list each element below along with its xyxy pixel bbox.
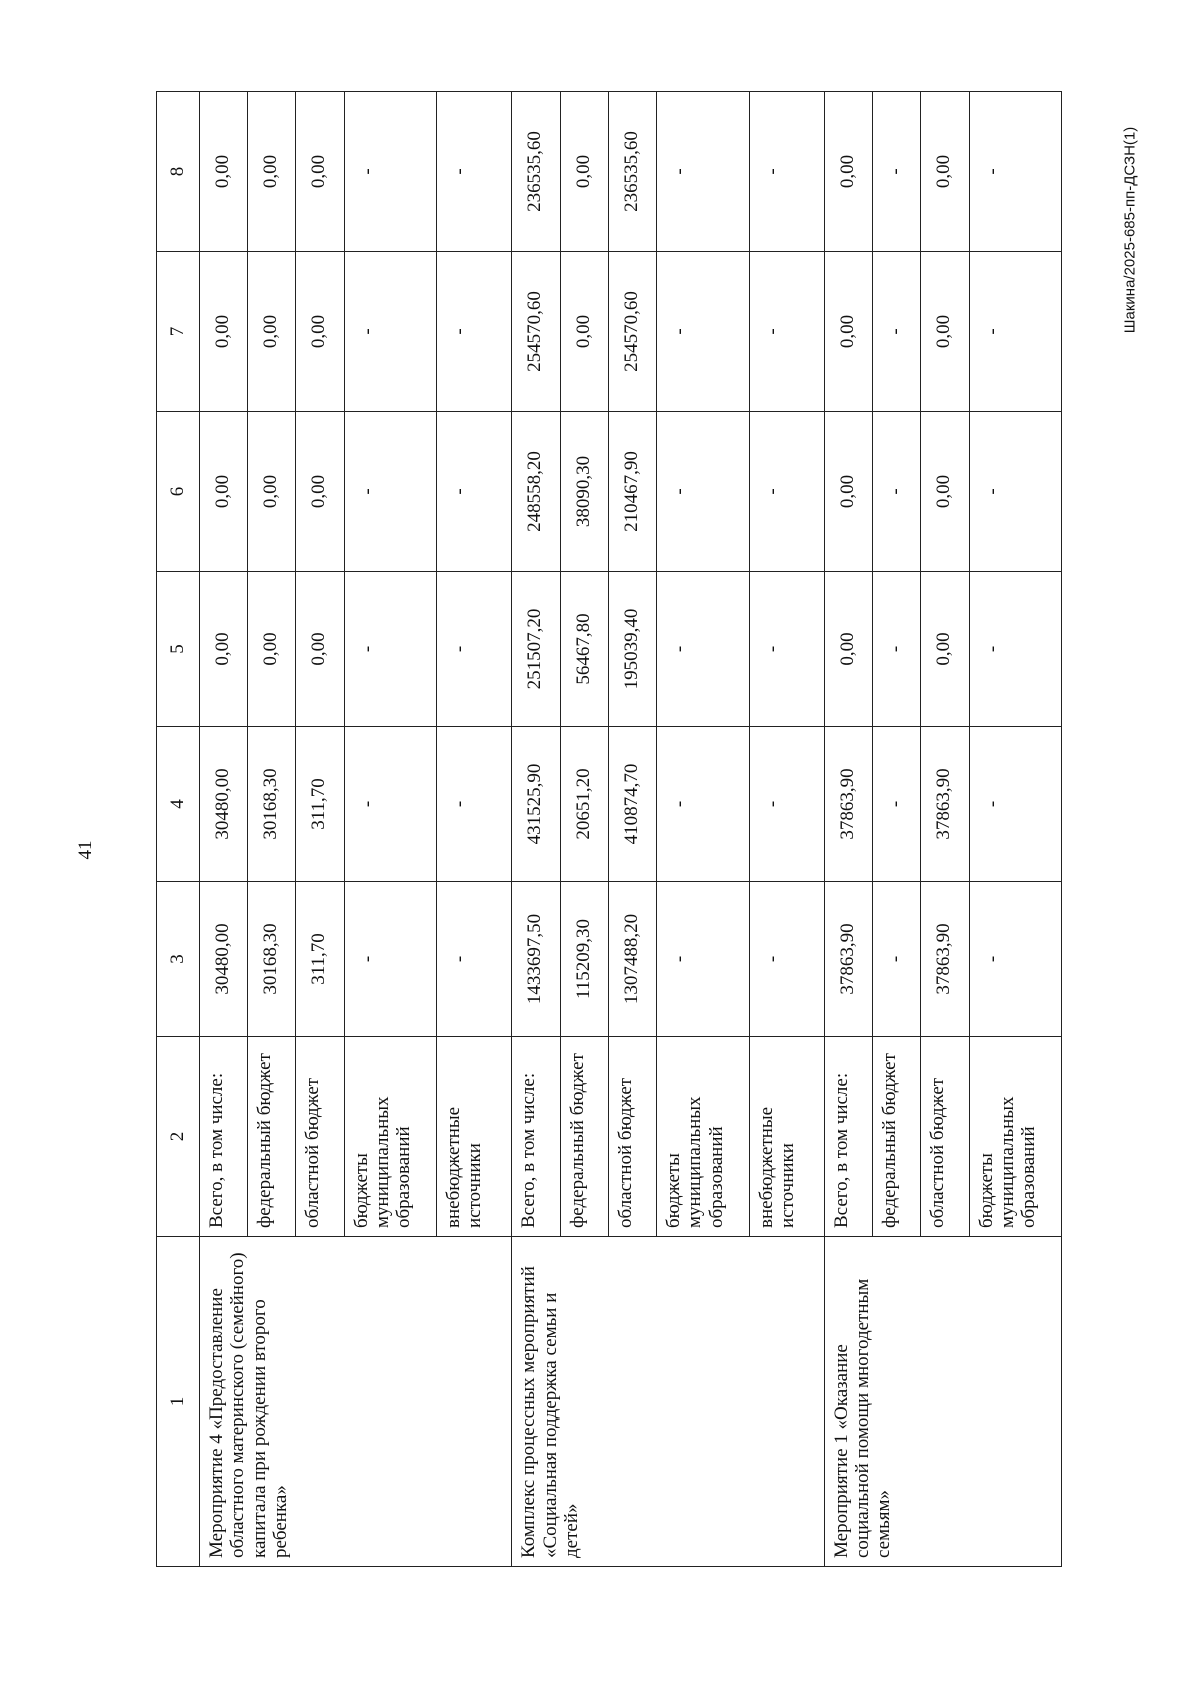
table-cell: 0,00 bbox=[921, 252, 969, 412]
table-cell: 0,00 bbox=[824, 92, 872, 252]
table-cell: 0,00 bbox=[824, 412, 872, 572]
table-cell: 0,00 bbox=[200, 252, 248, 412]
table-cell: 115209,30 bbox=[560, 882, 608, 1037]
table-cell: - bbox=[749, 882, 824, 1037]
funding-source: областной бюджет bbox=[296, 1037, 344, 1237]
table-cell: - bbox=[437, 572, 512, 727]
table-cell: 311,70 bbox=[296, 727, 344, 882]
table-cell: 0,00 bbox=[560, 252, 608, 412]
table-cell: - bbox=[873, 92, 921, 252]
funding-source: бюджеты муниципальных образований bbox=[969, 1037, 1062, 1237]
table-cell: 254570,60 bbox=[608, 252, 656, 412]
table-cell: 236535,60 bbox=[608, 92, 656, 252]
table-cell: - bbox=[749, 252, 824, 412]
table-cell: - bbox=[344, 882, 436, 1037]
table-cell: 37863,90 bbox=[824, 727, 872, 882]
table-cell: - bbox=[657, 572, 749, 727]
table-cell: - bbox=[657, 92, 749, 252]
rotated-table-wrapper bbox=[156, 92, 1062, 1567]
table-cell: - bbox=[969, 882, 1062, 1037]
column-header: 6 bbox=[157, 412, 200, 572]
column-header: 8 bbox=[157, 92, 200, 252]
table-cell: - bbox=[437, 92, 512, 252]
table-cell: - bbox=[437, 412, 512, 572]
table-cell: - bbox=[344, 412, 436, 572]
event-title: Мероприятие 4 «Предоставление областного материнского (семейного) капитала при рождении второго ребенка» bbox=[200, 1237, 512, 1567]
funding-source: Всего, в том числе: bbox=[200, 1037, 248, 1237]
table-cell: 251507,20 bbox=[512, 572, 560, 727]
table-cell: 37863,90 bbox=[921, 882, 969, 1037]
table-cell: 0,00 bbox=[921, 412, 969, 572]
table-cell: 311,70 bbox=[296, 882, 344, 1037]
table-cell: 0,00 bbox=[248, 92, 296, 252]
table-cell: 210467,90 bbox=[608, 412, 656, 572]
table-cell: 38090,30 bbox=[560, 412, 608, 572]
table-cell: 56467,80 bbox=[560, 572, 608, 727]
page-number: 41 bbox=[75, 840, 96, 860]
table-cell: 37863,90 bbox=[824, 882, 872, 1037]
funding-source: федеральный бюджет bbox=[248, 1037, 296, 1237]
table-cell: - bbox=[873, 252, 921, 412]
table-cell: 0,00 bbox=[296, 412, 344, 572]
table-cell: 195039,40 bbox=[608, 572, 656, 727]
table-cell: - bbox=[969, 727, 1062, 882]
table-cell: - bbox=[437, 727, 512, 882]
funding-source: внебюджетные источники bbox=[749, 1037, 824, 1237]
table-cell: 1307488,20 bbox=[608, 882, 656, 1037]
table-cell: - bbox=[873, 572, 921, 727]
table-cell: - bbox=[657, 412, 749, 572]
table-cell: - bbox=[749, 727, 824, 882]
table-cell: 0,00 bbox=[248, 252, 296, 412]
funding-source: Всего, в том числе: bbox=[512, 1037, 560, 1237]
table-cell: - bbox=[344, 92, 436, 252]
table-cell: - bbox=[657, 252, 749, 412]
table-cell: 0,00 bbox=[200, 92, 248, 252]
budget-table bbox=[156, 91, 1062, 1567]
table-cell: - bbox=[749, 92, 824, 252]
table-cell: - bbox=[437, 882, 512, 1037]
funding-source: Всего, в том числе: bbox=[824, 1037, 872, 1237]
column-header: 7 bbox=[157, 252, 200, 412]
table-cell: 30168,30 bbox=[248, 727, 296, 882]
column-header: 1 bbox=[157, 1237, 200, 1567]
table-cell: 30168,30 bbox=[248, 882, 296, 1037]
funding-source: федеральный бюджет bbox=[560, 1037, 608, 1237]
table-cell: - bbox=[657, 882, 749, 1037]
table-cell: 431525,90 bbox=[512, 727, 560, 882]
table-row bbox=[824, 92, 872, 1567]
table-row bbox=[512, 92, 560, 1567]
table-cell: - bbox=[437, 252, 512, 412]
table-cell: 30480,00 bbox=[200, 882, 248, 1037]
table-cell: 0,00 bbox=[296, 252, 344, 412]
table-cell: - bbox=[873, 882, 921, 1037]
table-cell: - bbox=[873, 412, 921, 572]
column-header: 5 bbox=[157, 572, 200, 727]
funding-source: областной бюджет bbox=[608, 1037, 656, 1237]
table-cell: 0,00 bbox=[824, 252, 872, 412]
table-cell: 0,00 bbox=[248, 412, 296, 572]
column-header: 3 bbox=[157, 882, 200, 1037]
table-row bbox=[200, 92, 248, 1567]
table-cell: 20651,20 bbox=[560, 727, 608, 882]
table-cell: - bbox=[873, 727, 921, 882]
table-cell: 410874,70 bbox=[608, 727, 656, 882]
table-cell: 30480,00 bbox=[200, 727, 248, 882]
table-cell: 248558,20 bbox=[512, 412, 560, 572]
header-row bbox=[157, 92, 200, 1567]
table-cell: - bbox=[344, 727, 436, 882]
table-cell: 0,00 bbox=[248, 572, 296, 727]
table-cell: - bbox=[344, 252, 436, 412]
document-code: Шакина/2025-685-пп-ДСЗН(1) bbox=[1121, 126, 1139, 334]
funding-source: внебюджетные источники bbox=[437, 1037, 512, 1237]
table-cell: 236535,60 bbox=[512, 92, 560, 252]
event-title: Комплекс процессных мероприятий «Социальная поддержка семьи и детей» bbox=[512, 1237, 824, 1567]
table-cell: 0,00 bbox=[921, 92, 969, 252]
table-cell: - bbox=[344, 572, 436, 727]
table-cell: - bbox=[969, 412, 1062, 572]
table-cell: 0,00 bbox=[921, 572, 969, 727]
table-cell: - bbox=[969, 572, 1062, 727]
table-cell: 0,00 bbox=[200, 412, 248, 572]
table-cell: - bbox=[749, 572, 824, 727]
table-cell: 0,00 bbox=[296, 92, 344, 252]
column-header: 4 bbox=[157, 727, 200, 882]
table-cell: - bbox=[969, 252, 1062, 412]
column-header: 2 bbox=[157, 1037, 200, 1237]
table-cell: 1433697,50 bbox=[512, 882, 560, 1037]
table-cell: 0,00 bbox=[296, 572, 344, 727]
funding-source: областной бюджет bbox=[921, 1037, 969, 1237]
funding-source: бюджеты муниципальных образований bbox=[657, 1037, 749, 1237]
event-title: Мероприятие 1 «Оказание социальной помощи многодетным семьям» bbox=[824, 1237, 1061, 1567]
table-cell: 0,00 bbox=[200, 572, 248, 727]
table-cell: 254570,60 bbox=[512, 252, 560, 412]
table-cell: - bbox=[749, 412, 824, 572]
table-cell: 0,00 bbox=[560, 92, 608, 252]
funding-source: бюджеты муниципальных образований bbox=[344, 1037, 436, 1237]
table-cell: 37863,90 bbox=[921, 727, 969, 882]
table-cell: - bbox=[657, 727, 749, 882]
funding-source: федеральный бюджет bbox=[873, 1037, 921, 1237]
table-cell: - bbox=[969, 92, 1062, 252]
table-cell: 0,00 bbox=[824, 572, 872, 727]
